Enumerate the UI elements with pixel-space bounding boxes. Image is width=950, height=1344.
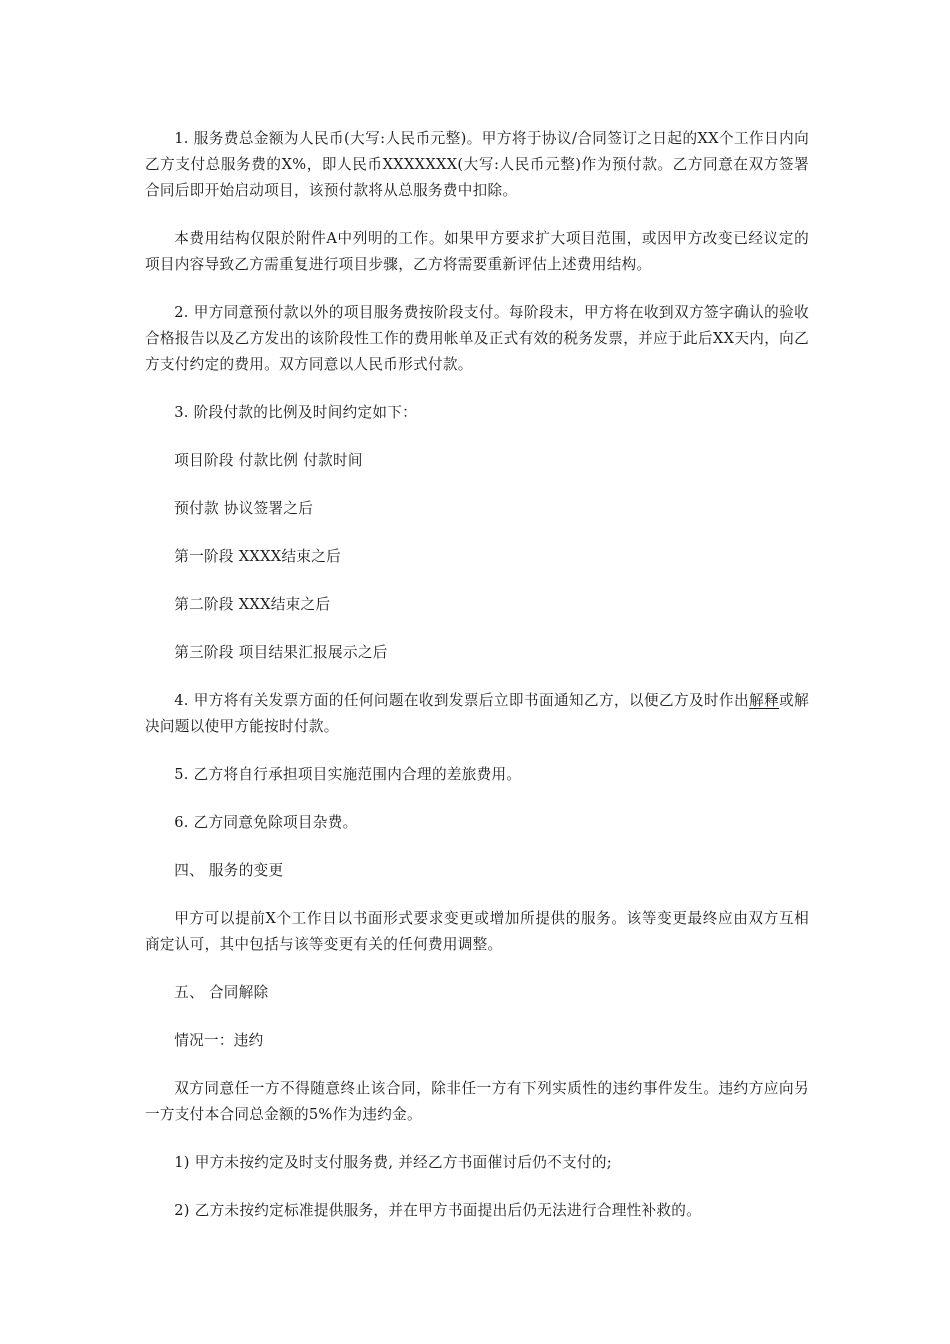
invoice-text-before: 4. 甲方将有关发票方面的任何问题在收到发票后立即书面通知乙方，以便乙方及时作出 xyxy=(174,692,750,709)
invoice-text-after: 或解决问题以使甲方能按时付款。 xyxy=(145,692,809,735)
paragraph-service-change: 甲方可以提前X个工作日以书面形式要求变更或增加所提供的服务。该等变更最终应由双方互相商定认可，其中包括与该等变更有关的任何费用调整。 xyxy=(145,910,809,953)
paragraph-breach-terms: 双方同意任一方不得随意终止该合同，除非任一方有下列实质性的违约事件发生。违约方应向另一方支付本合同总金额的5%作为违约金。 xyxy=(145,1080,809,1123)
subheading-breach: 情况一：违约 xyxy=(174,1032,264,1049)
explanation-link[interactable]: 解释 xyxy=(749,692,780,709)
document-body xyxy=(145,126,809,1246)
payment-row-stage-1: 第一阶段 XXXX结束之后 xyxy=(174,548,342,565)
payment-row-prepayment: 预付款 协议签署之后 xyxy=(174,500,314,517)
paragraph-fee-structure-scope: 本费用结构仅限於附件A中列明的工作。如果甲方要求扩大项目范围，或因甲方改变已经议定的项目内容导致乙方需重复进行项目步骤，乙方将需要重新评估上述费用结构。 xyxy=(145,230,809,273)
paragraph-invoice-issues xyxy=(145,688,809,740)
payment-row-stage-3: 第三阶段 项目结果汇报展示之后 xyxy=(174,644,388,661)
breach-item-1: 1) 甲方未按约定及时支付服务费, 并经乙方书面催讨后仍不支付的; xyxy=(174,1154,612,1171)
section-heading-service-change: 四、 服务的变更 xyxy=(174,862,284,879)
breach-item-2: 2) 乙方未按约定标准提供服务，并在甲方书面提出后仍无法进行合理性补救的。 xyxy=(174,1202,702,1219)
paragraph-service-fee-total: 1. 服务费总金额为人民币(大写:人民币元整)。甲方将于协议/合同签订之日起的XX个工作日内向乙方支付总服务费的X%，即人民币XXXXXXX(大写:人民币元整)作为预付款。乙方同意在双方签署合同后即开始启动项目，该预付款将从总服务费中扣除。 xyxy=(145,130,809,199)
paragraph-stage-ratio-heading: 3. 阶段付款的比例及时间约定如下： xyxy=(174,404,418,421)
payment-table-header: 项目阶段 付款比例 付款时间 xyxy=(174,452,363,469)
paragraph-misc-fees: 6. 乙方同意免除项目杂费。 xyxy=(174,814,358,831)
section-heading-termination: 五、 合同解除 xyxy=(174,984,269,1001)
paragraph-stage-payment: 2. 甲方同意预付款以外的项目服务费按阶段支付。每阶段末，甲方将在收到双方签字确认的验收合格报告以及乙方发出的该阶段性工作的费用帐单及正式有效的税务发票，并应于此后XX天内，向乙方支付约定的费用。双方同意以人民币形式付款。 xyxy=(145,304,809,373)
payment-row-stage-2: 第二阶段 XXX结束之后 xyxy=(174,596,331,613)
paragraph-travel-expenses: 5. 乙方将自行承担项目实施范围内合理的差旅费用。 xyxy=(174,766,522,783)
